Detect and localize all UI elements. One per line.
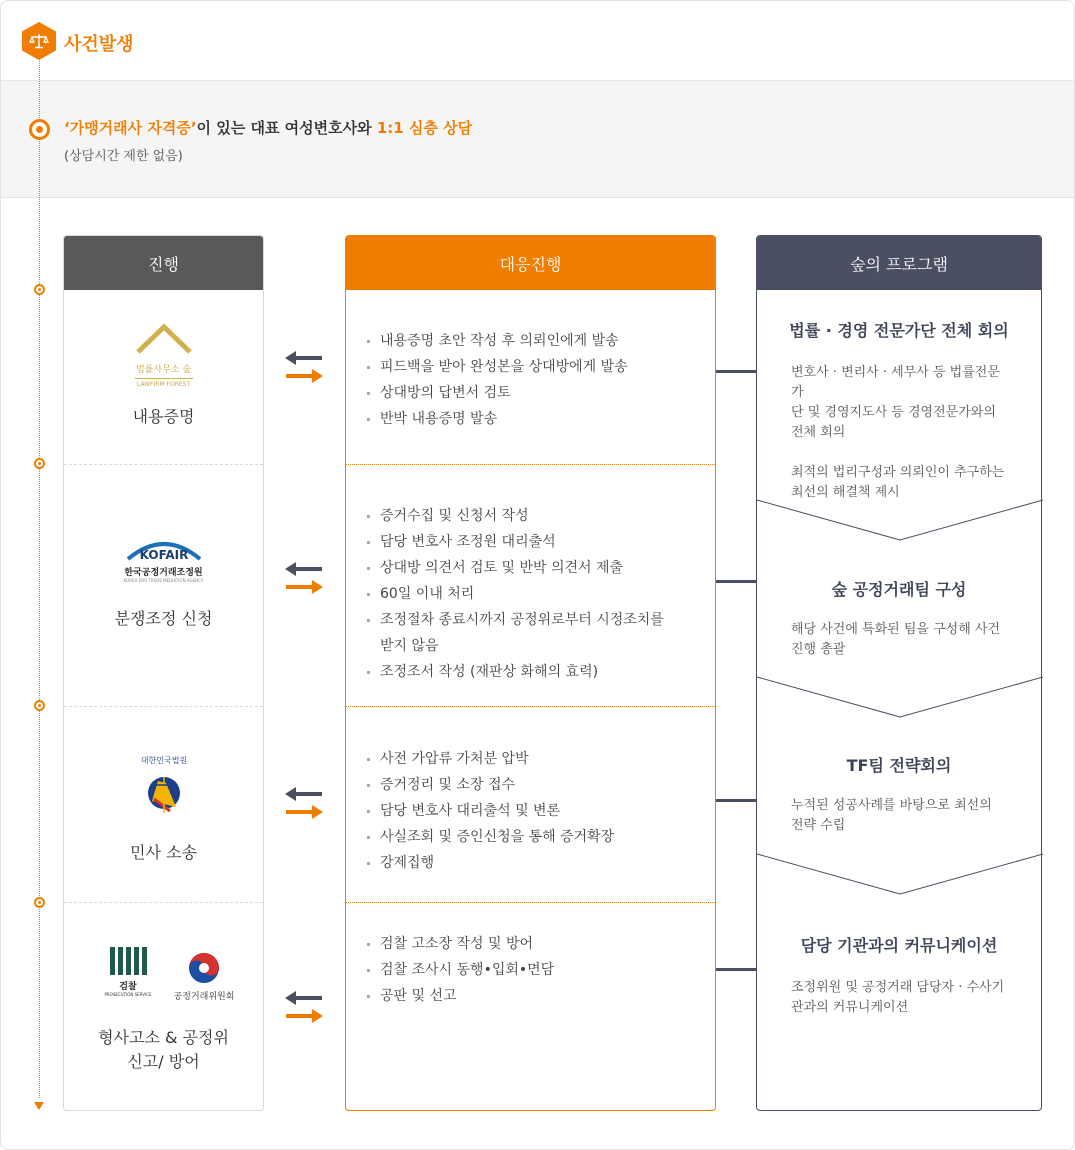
progress-column <box>63 235 264 1111</box>
response-column-header: 대응진행 <box>346 236 715 290</box>
logo-text: 한국공정거래조정원 <box>124 568 203 578</box>
program-step-title: 숲 공정거래팀 구성 <box>831 580 967 599</box>
stage-cell-mediation <box>64 464 263 706</box>
progress-column-header: 진행 <box>64 236 263 290</box>
timeline-dot <box>34 700 45 711</box>
program-step-title: 법률 · 경영 전문가단 전체 회의 <box>789 321 1009 340</box>
list-item: 공판 및 선고 <box>366 983 686 1009</box>
program-step-team <box>757 577 1041 660</box>
prosecution-bars-icon <box>108 947 148 975</box>
response-cell <box>346 902 715 1110</box>
exchange-arrows-icon <box>284 350 324 390</box>
logo-text: 검찰 <box>119 982 137 992</box>
consult-band <box>1 80 1074 198</box>
timeline-dot-consult <box>29 119 50 140</box>
exchange-arrows-icon <box>284 786 324 826</box>
program-step-expert-meeting <box>757 318 1041 503</box>
logo-text: 법률사무소 숲 <box>135 365 192 375</box>
stage-label: 분쟁조정 신청 <box>114 609 213 628</box>
consult-headline <box>64 117 472 138</box>
timeline-arrow-down-icon <box>34 1102 44 1110</box>
connector-line <box>716 968 756 971</box>
justice-emblem-icon <box>124 751 204 831</box>
exchange-arrows-icon <box>284 561 324 601</box>
list-item: 상대방 의견서 검토 및 반박 의견서 제출 <box>366 555 686 581</box>
connector-line <box>716 370 756 373</box>
list-item: 조정조서 작성 (재판상 화해의 효력) <box>366 659 686 685</box>
consult-text: 이 있는 대표 여성변호사와 <box>196 119 377 137</box>
list-item: 강제집행 <box>366 850 686 876</box>
stage-label: 내용증명 <box>132 407 195 426</box>
svg-text:KOFAIR: KOFAIR <box>139 548 188 561</box>
kofair-arc-icon <box>122 537 206 561</box>
stage-cell-civil-suit <box>64 706 263 902</box>
taegeuk-icon <box>187 951 221 985</box>
connector-line <box>716 799 756 802</box>
desc-line: 최선의 해결책 제시 <box>791 485 900 500</box>
list-item: 증거수집 및 신청서 작성 <box>366 503 686 529</box>
response-cell <box>346 706 715 902</box>
desc-line: 진행 총괄 <box>791 642 846 657</box>
prosecution-logo <box>100 947 156 997</box>
consult-highlight-1on1: 1:1 심층 상담 <box>376 119 473 137</box>
list-item: 사실조회 및 증인신청을 통해 증거확장 <box>366 824 686 850</box>
desc-line: 관과의 커뮤니케이션 <box>791 1000 909 1015</box>
list-item: 검찰 고소장 작성 및 방어 <box>366 931 686 957</box>
program-step-desc <box>757 796 1041 836</box>
list-item: 담당 변호사 대리출석 및 변론 <box>366 798 686 824</box>
roof-icon <box>134 322 194 356</box>
consult-highlight-license: ‘가맹거래사 자격증’ <box>64 119 197 137</box>
desc-line: 해당 사건에 특화된 팀을 구성해 사건 <box>791 622 1001 637</box>
list-item: 사전 가압류 가처분 압박 <box>366 746 686 772</box>
list-item: 반박 내용증명 발송 <box>366 406 686 432</box>
desc-line: 전체 회의 <box>791 425 846 440</box>
list-item: 상대방의 답변서 검토 <box>366 380 686 406</box>
court-emblem-logo <box>124 751 204 831</box>
timeline-dot <box>34 284 45 295</box>
program-step-communication <box>757 933 1041 1018</box>
desc-line: 변호사 · 변리사 · 세무사 등 법률전문가 <box>791 365 1000 400</box>
connector-line <box>716 580 756 583</box>
list-item: 조정절차 종료시까지 공정위로부터 시정조치를 <box>366 607 686 633</box>
exchange-arrows-icon <box>284 990 324 1030</box>
response-column <box>345 235 716 1111</box>
desc-line: 누적된 성공사례를 바탕으로 최선의 <box>791 798 992 813</box>
lawfirm-forest-logo <box>104 322 224 388</box>
list-item: 증거정리 및 소장 접수 <box>366 772 686 798</box>
desc-line: 최적의 법리구성과 의뢰인이 추구하는 <box>791 465 1005 480</box>
program-step-title: TF팀 전략회의 <box>846 756 952 775</box>
list-item: 검찰 조사시 동행•입회•면담 <box>366 957 686 983</box>
response-cell <box>346 464 715 706</box>
timeline-line <box>39 58 40 1098</box>
list-item: 담당 변호사 조정원 대리출석 <box>366 529 686 555</box>
list-item: 내용증명 초안 작성 후 의뢰인에게 발송 <box>366 328 686 354</box>
logo-subtext: LAWFIRM FOREST <box>135 378 193 388</box>
ftc-logo <box>164 951 244 1002</box>
logo-subtext: PROSECUTION SERVICE <box>104 992 152 997</box>
program-column <box>756 235 1042 1111</box>
desc-line: 조정위원 및 공정거래 담당자 · 수사기 <box>791 980 1005 995</box>
program-step-desc <box>757 978 1041 1018</box>
desc-line: 단 및 경영지도사 등 경영전문가와의 <box>791 405 996 420</box>
timeline-dot <box>34 458 45 469</box>
response-list <box>366 931 686 1009</box>
program-step-desc <box>757 620 1041 660</box>
logo-subtext: KOREA FAIR TRADE MEDIATION AGENCY <box>123 578 204 583</box>
program-step-tf <box>757 753 1041 836</box>
svg-text:대한민국법원: 대한민국법원 <box>140 756 187 765</box>
kofair-logo <box>104 537 224 583</box>
stage-label-line1: 형사고소 & 공정위 <box>98 1028 229 1047</box>
program-step-desc2 <box>757 463 1041 503</box>
list-item: 피드백을 받아 완성본을 상대방에게 발송 <box>366 354 686 380</box>
desc-line: 전략 수립 <box>791 818 846 833</box>
stage-label: 민사 소송 <box>130 843 197 862</box>
response-list <box>366 746 686 876</box>
page-title: 사건발생 <box>64 34 134 55</box>
logo-text: 공정거래위원회 <box>173 992 235 1002</box>
program-column-header: 숲의 프로그램 <box>757 236 1041 290</box>
program-step-title: 담당 기관과의 커뮤니케이션 <box>800 936 998 955</box>
response-list <box>366 503 686 685</box>
list-item: 60일 이내 처리 <box>366 581 686 607</box>
consult-note: (상담시간 제한 없음) <box>64 149 183 164</box>
response-list <box>366 328 686 432</box>
stage-cell-certified-mail <box>64 290 263 464</box>
response-cell <box>346 290 715 464</box>
program-step-desc <box>757 363 1041 443</box>
stage-cell-criminal <box>64 902 263 1110</box>
list-item-continued: 받지 않음 <box>380 638 439 654</box>
timeline-dot <box>34 897 45 908</box>
stage-label-line2: 신고/ 방어 <box>127 1052 200 1071</box>
